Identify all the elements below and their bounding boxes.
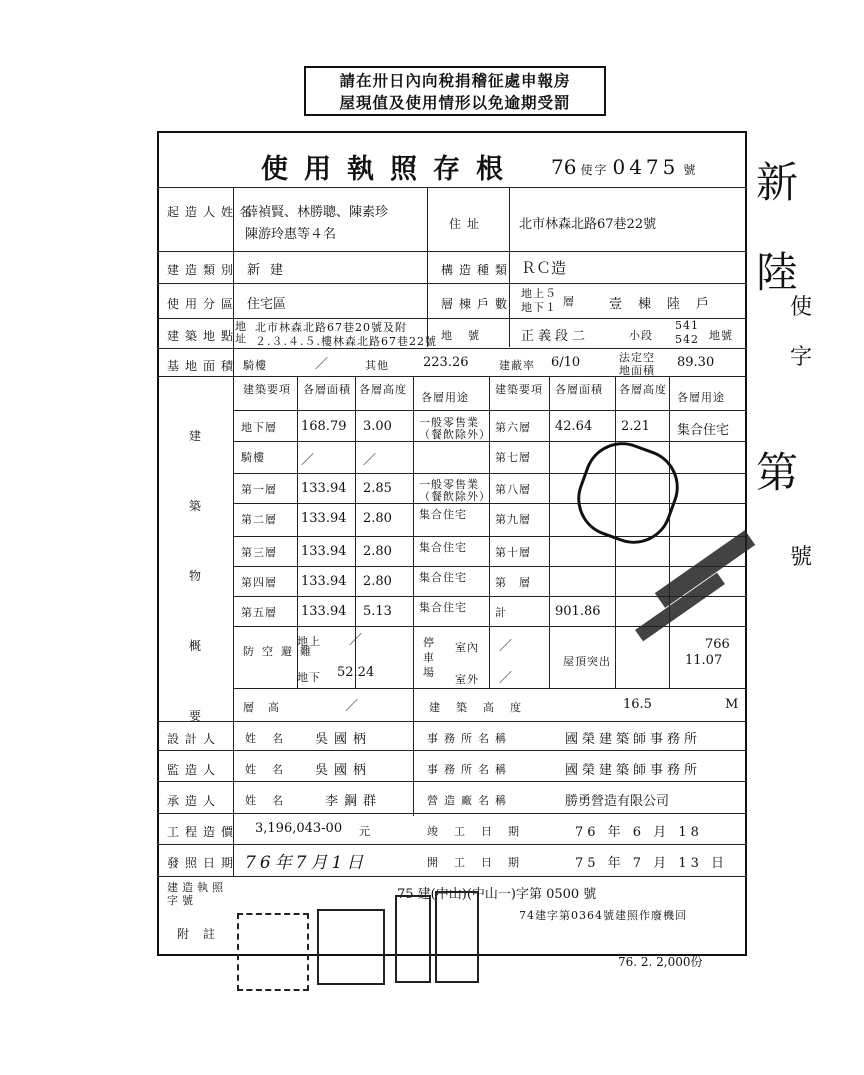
site-label: 建築地點: [167, 329, 240, 343]
floor-name-right: 計: [495, 606, 507, 619]
notice-line-2: 屋現值及使用情形以免逾期受罰: [339, 93, 571, 112]
col-use-right: 各層用途: [677, 391, 725, 404]
builder-names-1: 薛禎賢、林勝聰、陳素珍: [245, 205, 389, 220]
floor-area-left: 168.79: [301, 419, 347, 434]
parking-outdoor-label: 室外: [455, 673, 479, 686]
builder-label: 起造人姓名: [167, 205, 258, 219]
builder-names-2: 陳游玲惠等４名: [245, 227, 337, 242]
permit-number: [551, 155, 701, 179]
floor-height-left: 2.85: [363, 481, 392, 496]
permit-serial: 0475: [612, 155, 680, 179]
completion-date: 76 年 6 月 18: [575, 825, 703, 840]
floor-area-left: 133.94: [301, 574, 347, 589]
floor-area-left: 133.94: [301, 511, 347, 526]
margin-char: 陸: [756, 248, 799, 297]
floor-area-left: 133.94: [301, 481, 347, 496]
floor-name-left: 騎樓: [241, 451, 265, 464]
parking-label: 停車場: [423, 636, 435, 679]
designer-name-label: 姓名: [245, 732, 299, 745]
issue-date: 76年7月1日: [245, 853, 368, 873]
margin-char: 號: [790, 545, 813, 570]
floor-use-left: 集合住宅: [419, 508, 467, 521]
building-height-value: 16.5: [623, 697, 652, 712]
floor-name-right: 第十層: [495, 546, 531, 559]
col-area-right: 各層面積: [555, 383, 603, 396]
building-units: 壹棟陸戶: [609, 297, 726, 312]
parking-outdoor-value: ／: [499, 671, 513, 686]
col-height-left: 各層高度: [359, 383, 407, 396]
floor-name-left: 第五層: [241, 606, 277, 619]
lot-section: 正義段二: [521, 329, 590, 344]
shelter-below-value: 52.24: [337, 665, 375, 680]
floor-use-left: 一般零售業（餐飲除外）: [419, 416, 491, 441]
floor-name-left: 第三層: [241, 546, 277, 559]
builder-address: 北市林森北路67巷22號: [519, 217, 657, 232]
designer-office: 國榮建築師事務所: [565, 732, 702, 747]
arcade-label: 騎樓: [243, 359, 267, 372]
other-label: 其他: [365, 359, 389, 372]
floor-height-left: 2.80: [363, 544, 392, 559]
lot-number-2: 542: [675, 333, 699, 346]
floor-name-right: 第六層: [495, 421, 531, 434]
col-height-right: 各層高度: [619, 383, 667, 396]
floor-name-right: 第八層: [495, 483, 531, 496]
remarks-text: 74建字第0364號建照作廢機回: [519, 909, 687, 922]
issue-date-label: 發照日期: [167, 856, 240, 870]
notice-line-1: 請在卅日內向稅捐稽征處申報房: [339, 71, 571, 90]
permit-suffix: 號: [683, 163, 698, 177]
floor-use-left: 集合住宅: [419, 541, 467, 554]
official-stamp-4: [435, 891, 479, 983]
contractor-label: 承造人: [167, 794, 222, 808]
floor-area-left: ／: [301, 453, 315, 468]
col-use-left: 各層用途: [421, 391, 469, 404]
address-label: 住址: [449, 217, 486, 231]
floor-height-left: ／: [363, 453, 377, 468]
roof-label: 屋頂突出: [563, 655, 611, 668]
margin-char: 第: [756, 448, 799, 497]
story-height-value: ／: [345, 699, 359, 714]
designer-name: 吳國柄: [315, 732, 373, 747]
parking-indoor-label: 室內: [455, 641, 479, 654]
supervisor-name-label: 姓名: [245, 763, 299, 776]
col-part-left: 建築要項: [243, 383, 291, 396]
floor-height-left: 2.80: [363, 574, 392, 589]
floor-use-right: 集合住宅: [677, 423, 730, 438]
margin-char: 新: [756, 158, 799, 207]
cost-unit: 元: [359, 825, 371, 838]
floors-below: 地下１: [521, 301, 557, 314]
start-date: 75 年 7 月 13 日: [575, 856, 729, 871]
completion-date-label: 竣工日期: [427, 825, 535, 838]
build-type: 新建: [247, 263, 294, 278]
contractor-firm-label: 營造廠名稱: [427, 794, 512, 807]
building-height-unit: M: [725, 697, 739, 712]
site-address-1: 北市林森北路67巷20號及附: [255, 321, 407, 334]
structure-type: ＲＣ造: [521, 259, 567, 277]
roof-value-1: 766: [705, 637, 730, 652]
floor-name-left: 地下層: [241, 421, 277, 434]
lot-tag: 地號: [441, 329, 495, 342]
start-date-label: 開工日期: [427, 856, 535, 869]
lot-number-1: 541: [675, 319, 699, 332]
designer-office-label: 事務所名稱: [427, 732, 512, 745]
shelter-label: 防空避難: [243, 645, 319, 658]
official-stamp-2: [317, 909, 385, 985]
official-stamp-3: [395, 895, 431, 983]
open-space-area: 89.30: [677, 355, 715, 370]
lot-subsection: 小段: [629, 329, 653, 342]
building-overview-label: 建築物概要: [189, 429, 202, 723]
parking-indoor-value: ／: [499, 639, 513, 654]
supervisor-office-label: 事務所名稱: [427, 763, 512, 776]
floor-name-left: 第四層: [241, 576, 277, 589]
build-type-label: 建造類別: [167, 263, 240, 277]
contractor-name: 李鋼群: [325, 794, 383, 809]
official-stamp-1: [237, 913, 309, 991]
floors-above: 地上５: [521, 287, 557, 300]
floor-area-right: 901.86: [555, 604, 601, 619]
zone-value: 住宅區: [247, 297, 287, 312]
shelter-above-value: ／: [349, 633, 363, 648]
cost-value: 3,196,043-00: [255, 821, 343, 836]
zone-label: 使用分區: [167, 297, 240, 311]
contractor-firm: 勝勇營造有限公司: [565, 794, 670, 809]
supervisor-label: 監造人: [167, 763, 222, 777]
base-area-label: 基地面積: [167, 359, 240, 373]
floor-name-left: 第一層: [241, 483, 277, 496]
print-run-footer: 76. 2. 2,000份: [618, 955, 703, 969]
construction-permit-label: 建造執照字號: [167, 881, 227, 907]
floor-use-left: 集合住宅: [419, 571, 467, 584]
floor-height-right: 2.21: [621, 419, 650, 434]
floor-unit: 層: [563, 295, 575, 308]
open-space-label-2: 地面積: [619, 364, 655, 377]
open-space-label-1: 法定空: [619, 351, 655, 364]
remarks-label: 附註: [177, 927, 230, 941]
floor-name-left: 第二層: [241, 513, 277, 526]
story-height-label: 層高: [243, 701, 293, 714]
floor-height-left: 5.13: [363, 604, 392, 619]
col-area-left: 各層面積: [303, 383, 351, 396]
floor-area-left: 133.94: [301, 544, 347, 559]
contractor-name-label: 姓名: [245, 794, 299, 807]
lot-suffix: 地號: [709, 329, 733, 342]
site-address-tag: 地址: [235, 320, 247, 345]
margin-char: 字: [790, 345, 813, 370]
construction-permit-number: 75 建(中山)(中山一)字第 0500 號: [397, 887, 597, 902]
shelter-below-label: 地下: [297, 671, 321, 684]
permit-char: 使字: [580, 163, 609, 177]
floors-count-label: 層棟戶數: [441, 297, 514, 311]
floor-height-left: 3.00: [363, 419, 392, 434]
floor-area-left: 133.94: [301, 604, 347, 619]
cost-label: 工程造價: [167, 825, 240, 839]
col-part-right: 建築要項: [495, 383, 543, 396]
supervisor-office: 國榮建築師事務所: [565, 763, 702, 778]
floor-area-right: 42.64: [555, 419, 593, 434]
tax-notice: [304, 66, 606, 116]
floor-name-right: 第七層: [495, 451, 531, 464]
arcade-value: ／: [315, 357, 329, 372]
floor-use-left: 一般零售業（餐飲除外）: [419, 478, 491, 503]
floor-name-right: 第九層: [495, 513, 531, 526]
coverage-label: 建蔽率: [499, 359, 535, 372]
other-area: 223.26: [423, 355, 469, 370]
permit-year: 76: [551, 155, 577, 179]
structure-label: 構造種類: [441, 263, 514, 277]
designer-label: 設計人: [167, 732, 222, 746]
floor-use-left: 集合住宅: [419, 601, 467, 614]
form-title: 使用執照存根: [261, 154, 519, 185]
building-height-label: 建築高度: [429, 701, 537, 714]
floor-name-right: 第 層: [495, 576, 531, 589]
supervisor-name: 吳國柄: [315, 763, 373, 778]
coverage-ratio: 6/10: [551, 355, 581, 370]
usage-permit-stub: [157, 131, 747, 956]
site-address-2: ２.３.４.５.樓林森北路67巷22號: [255, 335, 437, 348]
margin-char: 使: [790, 295, 813, 320]
roof-value-2: 11.07: [685, 653, 723, 668]
floor-height-left: 2.80: [363, 511, 392, 526]
shelter-above-label: 地上: [297, 635, 321, 648]
